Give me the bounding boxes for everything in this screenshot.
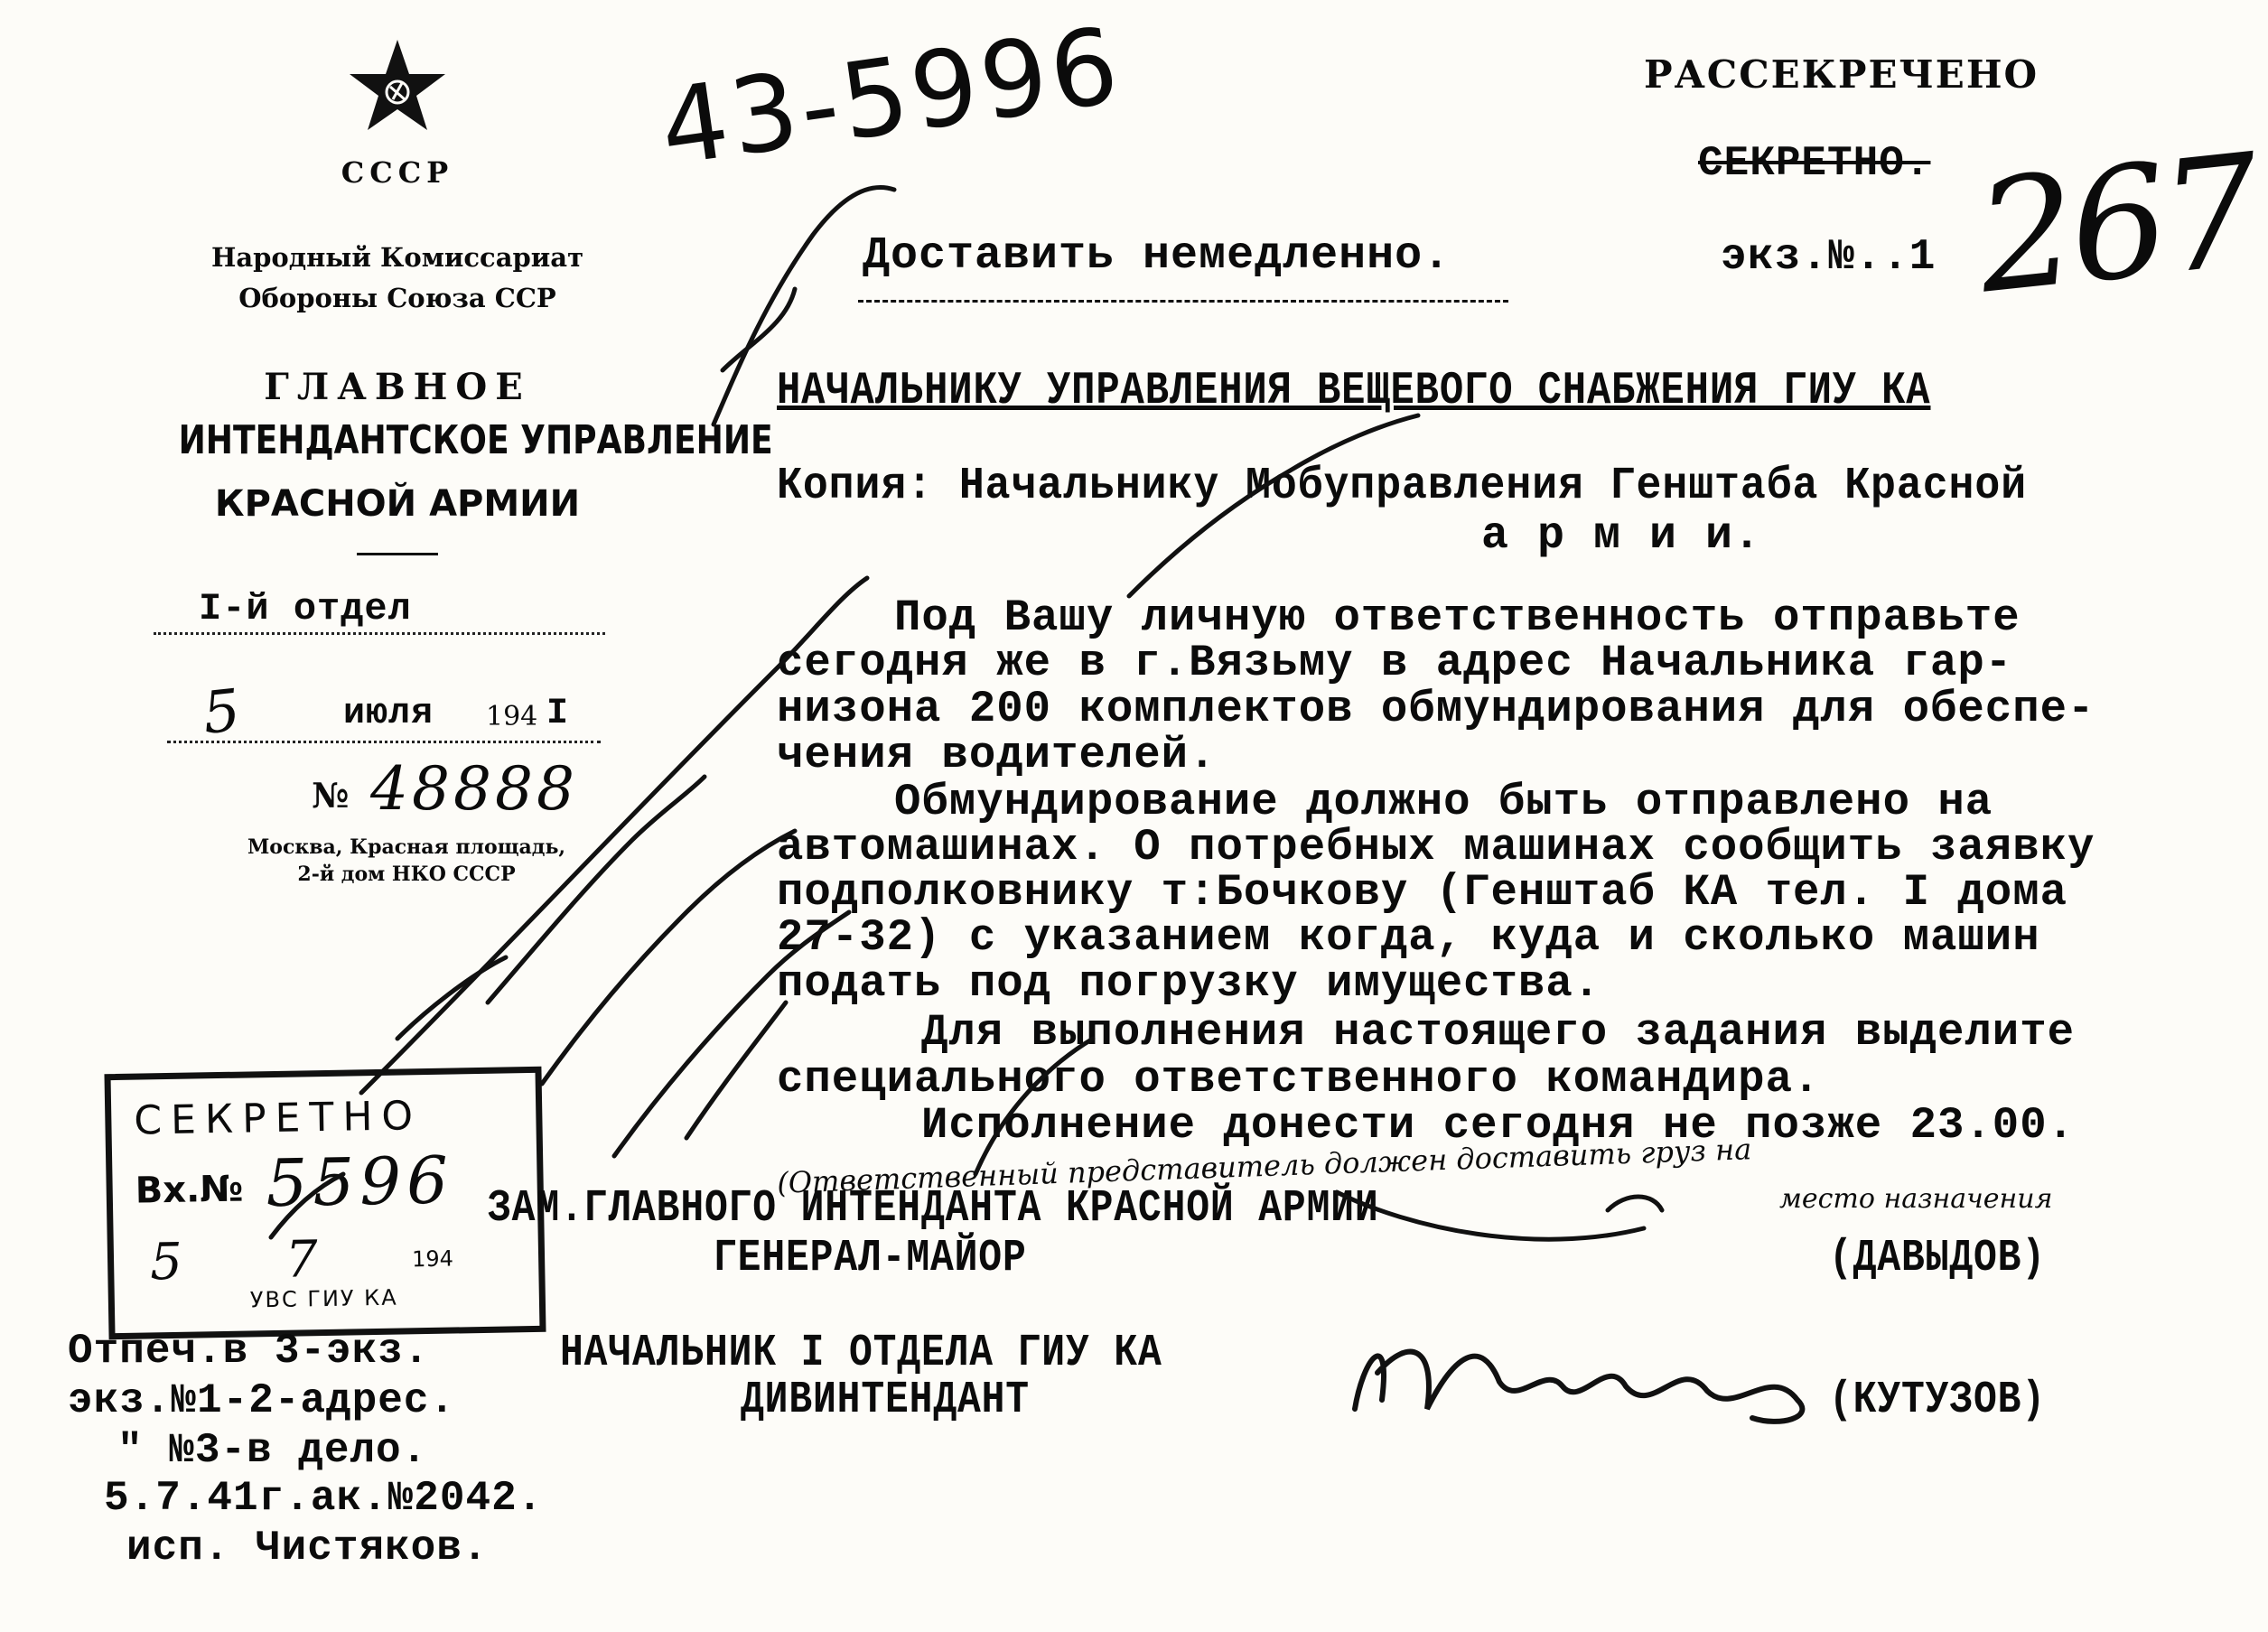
handwritten-copy-number: 267	[1969, 121, 2263, 329]
country-name: СССР	[341, 155, 454, 190]
stamp-year: 194	[411, 1245, 454, 1273]
signer-title: НАЧАЛЬНИК I ОТДЕЛА ГИУ КА	[560, 1328, 1162, 1379]
body-line: подполковнику т:Бочкову (Генштаб КА тел. I дома	[777, 867, 2068, 918]
print-note: " №3-в дело.	[117, 1427, 428, 1474]
signer-name: (ДАВЫДОВ)	[1829, 1233, 2046, 1284]
print-note: Отпеч.в 3-экз.	[68, 1328, 430, 1375]
date-year-prefix: 194	[486, 701, 538, 732]
print-note: 5.7.41г.ак.№2042.	[104, 1475, 544, 1522]
directorate-line-1: ГЛАВНОЕ	[264, 366, 531, 408]
stamp-number-prefix: Вх.№	[135, 1168, 244, 1212]
body-line: низона 200 комплектов обмундирования для обеспе-	[777, 684, 2095, 734]
print-note: экз.№1-2-адрес.	[68, 1377, 456, 1424]
handwritten-note-line-2: место назначения	[1779, 1183, 2053, 1215]
address-line-1: Москва, Красная площадь,	[247, 835, 566, 859]
signer-rank: ГЕНЕРАЛ-МАЙОР	[714, 1233, 1027, 1284]
deliver-now: Доставить немедленно.	[863, 230, 1451, 282]
stamp-month: 7	[285, 1230, 319, 1290]
directorate-line-2: ИНТЕНДАНТСКОЕ УПРАВЛЕНИЕ	[178, 417, 773, 463]
signer-name: (КУТУЗОВ)	[1829, 1375, 2046, 1426]
commissariat-line-1: Народный Комиссариат	[210, 242, 584, 273]
body-line: специального ответственного командира.	[777, 1054, 1821, 1105]
copy-to-line-1: Копия: Начальнику Мобуправления Генштаба Красной	[777, 461, 2028, 512]
signer-rank: ДИВИНТЕНДАНТ	[741, 1375, 1030, 1426]
stamp-title: СЕКРЕТНО	[133, 1093, 423, 1144]
date-day: 5	[200, 677, 244, 748]
secret-struck: СЕКРЕТНО.	[1698, 140, 1931, 187]
copy-number: экз.№..1	[1721, 233, 1937, 282]
body-line: подать под погрузку имущества.	[777, 958, 1601, 1009]
number-label: №	[312, 775, 350, 816]
copy-to-line-2: а р м и и.	[1481, 510, 1762, 562]
directorate-line-3: КРАСНОЙ АРМИИ	[214, 483, 581, 525]
body-line: автомашинах. О потребных машинах сообщить заявку	[777, 822, 2095, 872]
department: I-й отдел	[199, 587, 412, 630]
stamp-day: 5	[149, 1232, 183, 1292]
signer-title: ЗАМ.ГЛАВНОГО ИНТЕНДАНТА КРАСНОЙ АРМИИ	[488, 1183, 1379, 1235]
addressee: НАЧАЛЬНИКУ УПРАВЛЕНИЯ ВЕЩЕВОГО СНАБЖЕНИЯ ГИУ КА	[777, 366, 1931, 417]
handwritten-note-line-1: (Ответственный представитель должен доставить груз на	[776, 1132, 1752, 1200]
body-line: 27-32) с указанием когда, куда и сколько машин	[777, 912, 2040, 963]
address-line-2: 2-й дом НКО СССР	[297, 863, 516, 886]
print-note: исп. Чистяков.	[126, 1525, 489, 1571]
date-month: июля	[343, 694, 434, 734]
stamp-org: УВС ГИУ КА	[249, 1284, 398, 1313]
body-line: Исполнение донести сегодня не позже 23.00.	[921, 1100, 2076, 1151]
handwritten-registration-number: 43-5996	[653, 4, 1129, 191]
body-line: сегодня же в г.Вязьму в адрес Начальника гар-	[777, 638, 2013, 688]
stamp-number: 5596	[265, 1142, 454, 1222]
body-line: чения водителей.	[777, 730, 1217, 780]
declassified-mark: РАССЕКРЕЧЕНО	[1644, 52, 2039, 97]
commissariat-line-2: Обороны Союза ССР	[238, 283, 556, 313]
body-line: Для выполнения настоящего задания выделите	[921, 1007, 2076, 1058]
number-value: 48888	[370, 754, 578, 824]
body-line: Под Вашу личную ответственность отправьте	[894, 592, 2021, 643]
body-line: Обмундирование должно быть отправлено на	[894, 777, 1993, 827]
date-year-suffix: I	[546, 694, 570, 734]
